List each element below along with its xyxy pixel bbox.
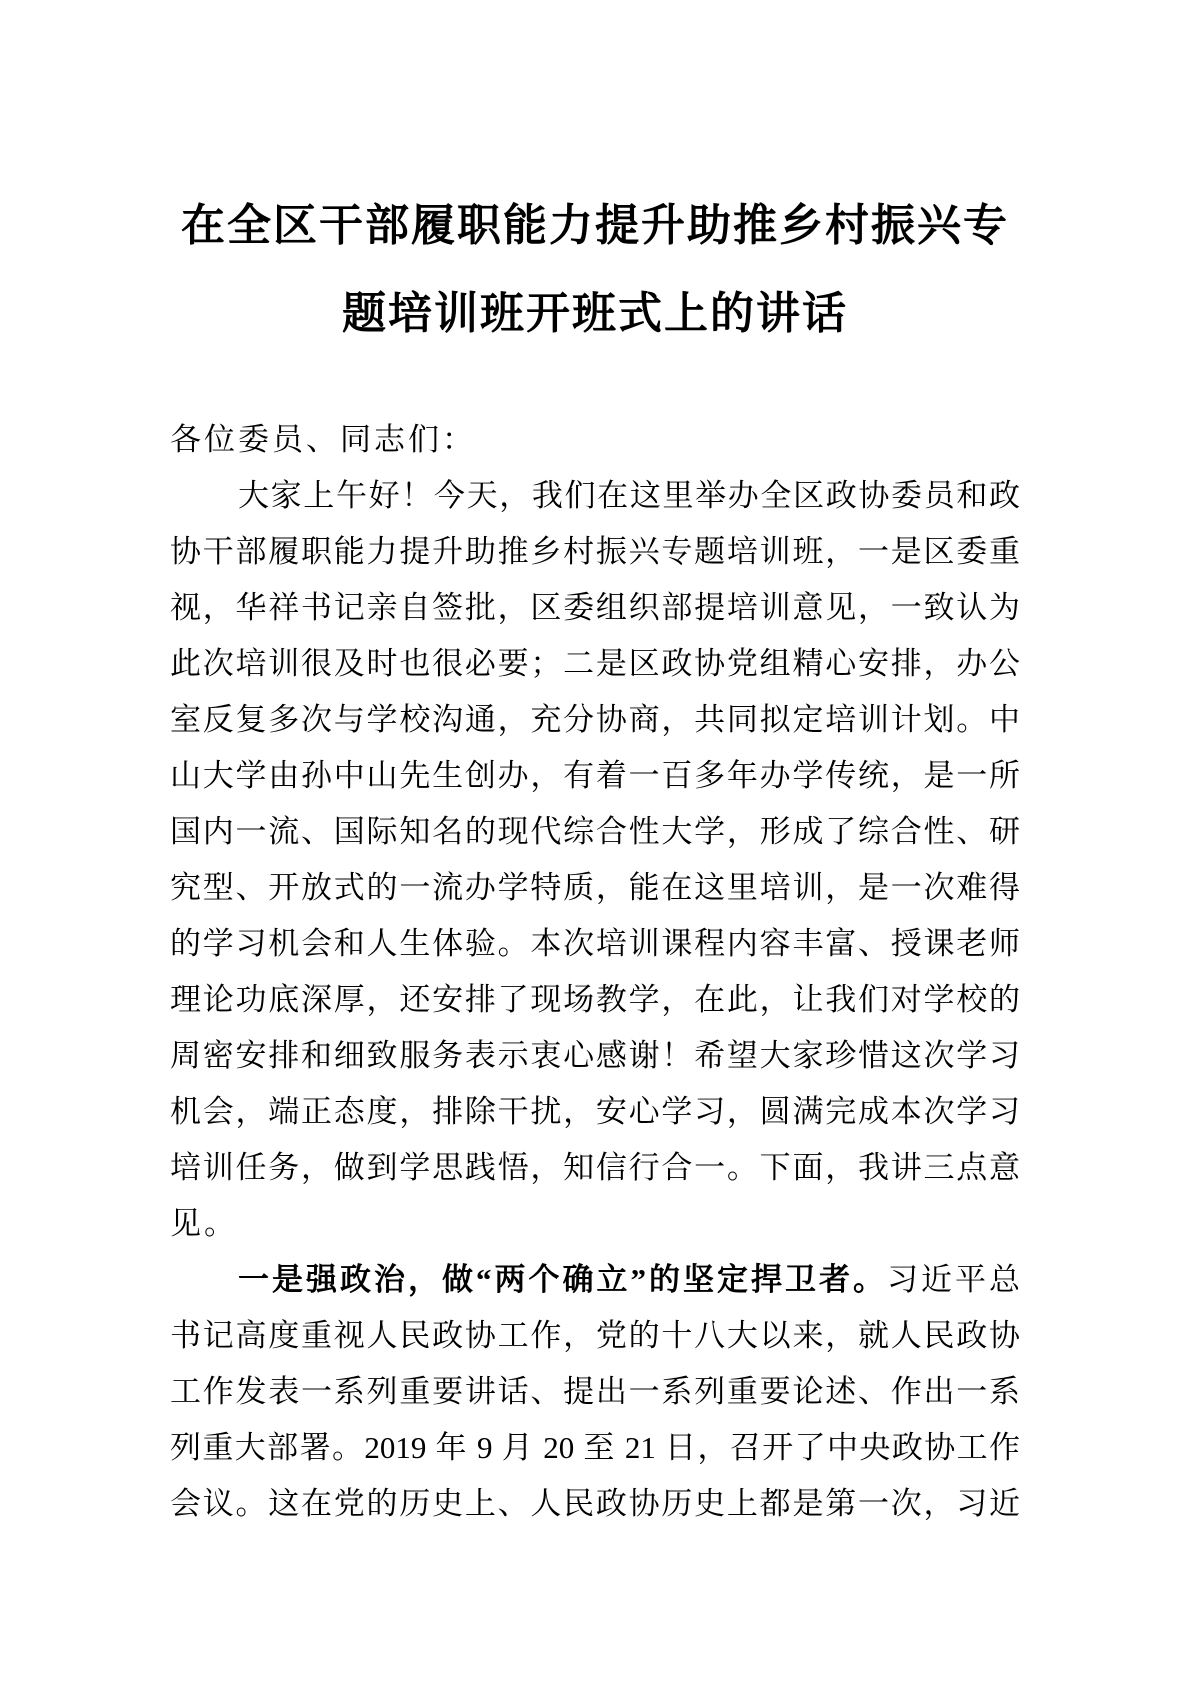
body-line — [170, 1140, 1020, 1196]
text-segment: 工作发表一系列重要讲话、提出一系列重要论述、作出一系 — [170, 1374, 1020, 1409]
body-line — [170, 1196, 1020, 1252]
text-segment: 习近平总 — [887, 1262, 1020, 1297]
body-line — [170, 748, 1020, 804]
text-segment: 国内一流、国际知名的现代综合性大学，形成了综合性、研 — [170, 814, 1020, 849]
text-segment: 室反复多次与学校沟通，充分协商，共同拟定培训计划。中 — [170, 702, 1020, 737]
text-segment: 协干部履职能力提升助推乡村振兴专题培训班，一是区委重 — [170, 534, 1020, 569]
body-line — [170, 1420, 1020, 1476]
text-segment: 培训任务，做到学思践悟，知信行合一。下面，我讲三点意 — [170, 1150, 1020, 1185]
text-segment: 理论功底深厚，还安排了现场教学，在此，让我们对学校的 — [170, 982, 1020, 1017]
body-line — [170, 804, 1020, 860]
body-line — [170, 1084, 1020, 1140]
text-segment: 山大学由孙中山先生创办，有着一百多年办学传统，是一所 — [170, 758, 1020, 793]
body-line — [170, 524, 1020, 580]
body-line — [170, 1308, 1020, 1364]
body-line — [170, 412, 1020, 468]
body-line — [170, 1252, 1020, 1308]
body-line — [170, 692, 1020, 748]
text-segment: 此次培训很及时也很必要；二是区政协党组精心安排，办公 — [170, 646, 1020, 681]
body-line — [170, 580, 1020, 636]
paragraph-opening — [170, 468, 1020, 1252]
body-line — [170, 1364, 1020, 1420]
paragraph-point-one — [170, 1252, 1020, 1532]
text-segment: 见。 — [170, 1206, 238, 1241]
text-segment: 各位委员、同志们： — [170, 422, 476, 457]
text-segment: 周密安排和细致服务表示衷心感谢！希望大家珍惜这次学习 — [170, 1038, 1020, 1073]
title-line-1: 在全区干部履职能力提升助推乡村振兴专 — [181, 201, 1009, 250]
paragraph-salutation — [170, 412, 1020, 468]
document-body — [170, 412, 1020, 1532]
body-line — [170, 860, 1020, 916]
title-line-2: 题培训班开班式上的讲话 — [342, 289, 848, 338]
text-segment: 的学习机会和人生体验。本次培训课程内容丰富、授课老师 — [170, 926, 1020, 961]
text-segment: 视，华祥书记亲自签批，区委组织部提培训意见，一致认为 — [170, 590, 1020, 625]
text-segment: 书记高度重视人民政协工作，党的十八大以来，就人民政协 — [170, 1318, 1020, 1353]
body-line — [170, 1028, 1020, 1084]
body-line — [170, 468, 1020, 524]
body-line — [170, 636, 1020, 692]
text-segment: 机会，端正态度，排除干扰，安心学习，圆满完成本次学习 — [170, 1094, 1020, 1129]
text-segment: 大家上午好！今天，我们在这里举办全区政协委员和政 — [238, 478, 1020, 513]
body-line — [170, 916, 1020, 972]
bold-text-segment: 一是强政治，做“两个确立”的坚定捍卫者。 — [238, 1262, 887, 1297]
text-segment: 究型、开放式的一流办学特质，能在这里培训，是一次难得 — [170, 870, 1020, 905]
document-title — [170, 182, 1020, 358]
text-segment: 列重大部署。2019 年 9 月 20 至 21 日，召开了中央政协工作 — [170, 1430, 1020, 1465]
text-segment: 会议。这在党的历史上、人民政协历史上都是第一次，习近 — [170, 1486, 1020, 1521]
body-line — [170, 1476, 1020, 1532]
body-line — [170, 972, 1020, 1028]
